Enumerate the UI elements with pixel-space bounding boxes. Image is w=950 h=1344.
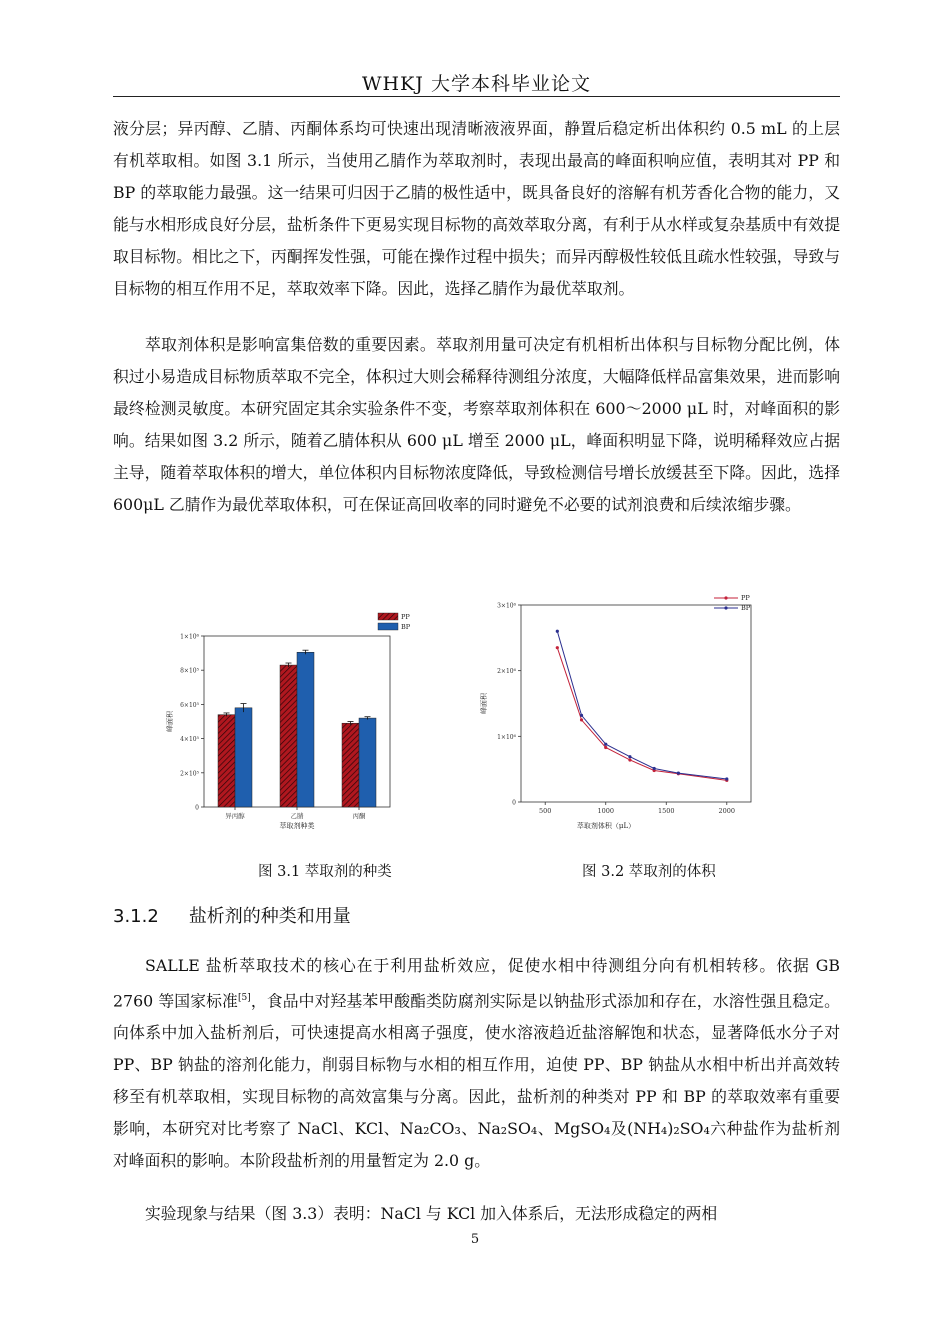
paragraph-1 [113,113,840,305]
point-bp [628,755,631,758]
y-tick-label: 0 [512,799,516,807]
paragraph-3-text-a: SALLE 盐析萃取技术的核心在于利用盐析效应，促使水相中待测组分向有机相转移。依据 GB 2760 等国家标准 [113,956,840,1011]
y-tick-label: 4×10⁵ [180,736,199,744]
legend-label-bp: BP [741,604,751,612]
page-header [113,66,840,97]
paragraph-3 [113,950,840,1177]
figure-3-1-caption: 图 3.1 萃取剂的种类 [258,864,392,880]
citation-5: [5] [237,993,251,1003]
x-tick-label: 1500 [657,807,675,815]
x-tick-label: 丙酮 [352,812,366,820]
x-tick-label: 异丙醇 [225,812,245,820]
legend-label-pp: PP [401,613,410,621]
point-pp [604,746,607,749]
legend-swatch-bp [378,623,398,630]
y-tick-label: 0 [195,804,199,812]
figure-3-1-bar-chart [160,610,420,840]
point-pp [556,646,559,649]
y-tick-label: 2×10⁵ [180,770,199,778]
y-tick-label: 3×10⁶ [497,602,516,610]
point-bp [677,772,680,775]
point-bp [556,630,559,633]
bar-pp [342,723,359,807]
point-bp [653,767,656,770]
line-pp [557,648,726,781]
paragraph-4-text: 实验现象与结果（图 3.3）表明：NaCl 与 KCl 加入体系后，无法形成稳定的两相 [145,1204,718,1223]
bar-bp [235,708,252,807]
paragraph-2-text: 萃取剂体积是影响富集倍数的重要因素。萃取剂用量可决定有机相析出体积与目标物分配比例，体积过小易造成目标物质萃取不完全，体积过大则会稀释待测组分浓度，大幅降低样品富集效果，进而影响最终检测灵敏度。本研究固定其余实验条件不变，考察萃取剂体积在 600～2000 μL 时，对峰面积的影响。结果如图 3.2 所示，随着乙腈体积从 600 μL 增至 2000 μL，峰面积明显下降，说明稀释效应占据主导，随着萃取体积的增大，单位体积内目标物浓度降低，导致检测信号增长放缓甚至下降。因此，选择 600μL 乙腈作为最优萃取体积，可在保证高回收率的同时避免不必要的试剂浪费和后续浓缩步骤。 [113,335,840,514]
figure-3-2-caption: 图 3.2 萃取剂的体积 [582,864,716,880]
x-axis-label: 萃取剂体积（μL） [576,822,636,830]
line-bp [557,631,726,779]
point-pp [628,758,631,761]
legend-swatch-pp [378,613,398,620]
x-tick-label: 乙腈 [290,812,304,820]
x-tick-label: 500 [538,807,552,815]
bar-bp [297,652,314,807]
legend-label-bp: BP [401,623,411,631]
x-tick-label: 1000 [597,807,615,815]
x-axis-label: 萃取剂种类 [279,822,315,830]
bar-pp [280,665,297,807]
y-tick-label: 1×10⁶ [497,733,516,741]
paragraph-3-text-b: ，食品中对羟基苯甲酸酯类防腐剂实际是以钠盐形式添加和存在，水溶性强且稳定。向体系中加入盐析剂后，可快速提高水相离子强度，使水溶液趋近盐溶解饱和状态，显著降低水分子对 PP、BP 钠盐的溶剂化能力，削弱目标物与水相的相互作用，迫使 PP、BP 钠盐从水相中析出并高效转移至有机萃取相，实现目标物的高效富集与分离。因此，盐析剂的种类对 PP 和 BP 的萃取效率有重要影响，本研究对比考察了 NaCl、KCl、Na₂CO₃、Na₂SO₄、MgSO₄及(NH₄)₂SO₄六种盐作为盐析剂对峰面积的影响。本阶段盐析剂的用量暂定为 2.0 g。 [113,991,840,1171]
y-tick-label: 8×10⁵ [180,667,199,675]
plot-frame [521,605,751,802]
section-heading [113,902,351,928]
figure-3-2-line-chart [476,585,776,840]
point-bp [604,743,607,746]
header-title: WHKJ 大学本科毕业论文 [362,73,591,95]
section-title: 盐析剂的种类和用量 [188,906,351,927]
point-bp [580,714,583,717]
y-axis-label: 峰面积 [480,693,488,714]
paragraph-4 [113,1198,840,1230]
y-tick-label: 2×10⁶ [497,668,516,676]
bar-pp [218,715,235,807]
paragraph-1-text: 液分层；异丙醇、乙腈、丙酮体系均可快速出现清晰液液界面，静置后稳定析出体积约 0.5 mL 的上层有机萃取相。如图 3.1 所示，当使用乙腈作为萃取剂时，表现出最高的峰面积响应值，表明其对 PP 和 BP 的萃取能力最强。这一结果可归因于乙腈的极性适中，既具备良好的溶解有机芳香化合物的能力，又能与水相形成良好分层，盐析条件下更易实现目标物的高效萃取分离，有利于从水样或复杂基质中有效提取目标物。相比之下，丙酮挥发性强，可能在操作过程中损失；而异丙醇极性较低且疏水性较强，导致与目标物的相互作用不足，萃取效率下降。因此，选择乙腈作为最优萃取剂。 [113,119,840,298]
legend-marker-bp [724,606,727,609]
legend-marker-pp [724,596,727,599]
section-number: 3.1.2 [113,906,159,927]
y-axis-label: 峰面积 [166,711,174,732]
page-number: 5 [470,1232,480,1247]
point-bp [725,777,728,780]
paragraph-2 [113,329,840,521]
y-tick-label: 1×10⁶ [180,633,199,641]
bar-bp [359,718,376,807]
y-tick-label: 6×10⁵ [180,701,199,709]
legend-label-pp: PP [741,594,750,602]
point-pp [580,718,583,721]
x-tick-label: 2000 [718,807,736,815]
paragraph-3-text [113,950,840,1177]
